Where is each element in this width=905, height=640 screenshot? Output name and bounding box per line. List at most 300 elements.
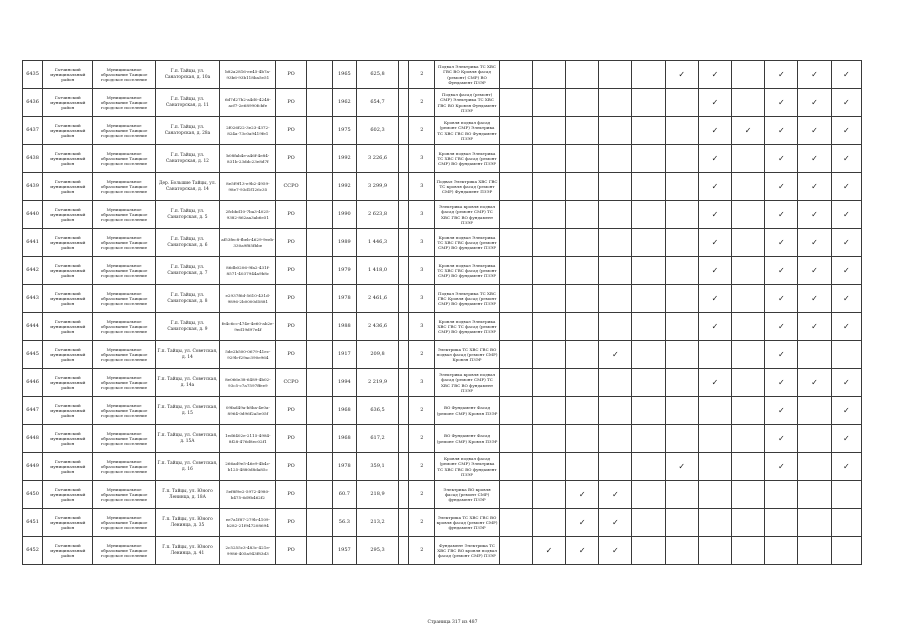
floors-cell: 3 — [409, 285, 435, 313]
floors-cell: 2 — [409, 537, 435, 565]
works-cell: Подвал Электрика ТС ХВС ГВС Кровля фасад (ремонт СМР) ВО фундамент ПЗЭР — [435, 285, 499, 313]
checkmark-icon: ✓ — [842, 433, 850, 443]
check-cell — [798, 341, 831, 369]
check-cell — [765, 341, 798, 369]
check-cell — [532, 481, 565, 509]
checkmark-icon: ✓ — [842, 97, 850, 107]
guid-cell: 266ad9e5-46e9-4b4c-b125-4880d8da85c — [220, 453, 276, 481]
check-cell — [698, 201, 731, 229]
check-cell — [798, 397, 831, 425]
address-cell: Г.п. Тайцы, ул. Санаторская, д. 12 — [155, 145, 219, 173]
floors-cell: 2 — [409, 509, 435, 537]
check-cell — [632, 537, 665, 565]
empty-cell — [306, 481, 332, 509]
empty-cell — [399, 341, 409, 369]
year-cell: 1975 — [332, 117, 356, 145]
municipality-cell: Муниципальное образование Таицкое городское поселение — [93, 173, 155, 201]
empty-cell — [399, 481, 409, 509]
year-cell: 1962 — [332, 89, 356, 117]
check-cell — [566, 201, 599, 229]
check-cell — [665, 313, 698, 341]
check-cell — [831, 117, 861, 145]
table-body — [23, 61, 862, 565]
works-cell: Фундамент Электрика ТС ХВС ГВС ВО кровля подвал фасад (ремонт СМР) ПЗЭР — [435, 537, 499, 565]
check-cell — [632, 61, 665, 89]
table-row — [23, 145, 862, 173]
row-number-cell: 6447 — [23, 397, 43, 425]
type-cell: РО — [276, 257, 306, 285]
district-cell: Гатчинский муниципальный район — [43, 425, 93, 453]
check-cell — [566, 397, 599, 425]
check-cell — [698, 369, 731, 397]
address-cell: Г.п. Тайцы, ул. Юного Ленинца, д. 35 — [155, 509, 219, 537]
year-cell: 1978 — [332, 453, 356, 481]
check-cell — [765, 61, 798, 89]
check-cell — [632, 453, 665, 481]
year-cell: 1917 — [332, 341, 356, 369]
empty-cell — [399, 313, 409, 341]
checkmark-icon: ✓ — [842, 237, 850, 247]
address-cell: Г.п. Тайцы, ул. Санаторская, д. 10а — [155, 61, 219, 89]
guid-cell: af53fec8-fbeb-4629-9eeb-330a9f85fbbe — [220, 229, 276, 257]
check-cell — [632, 341, 665, 369]
guid-cell: 2f026f22-3e23-4372-824a-73c0a9419fe1 — [220, 117, 276, 145]
district-cell: Гатчинский муниципальный район — [43, 173, 93, 201]
district-cell: Гатчинский муниципальный район — [43, 257, 93, 285]
table-row — [23, 397, 862, 425]
guid-cell: 2fcbbd10-7ba3-4025-9382-862aa3ab6e51 — [220, 201, 276, 229]
floors-cell: 2 — [409, 481, 435, 509]
works-cell: Подвал Электрика ТС ХВС ГВС ВО Кровля фасад (ремонт) СМР) ВО Фундамент ПЗЭР — [435, 61, 499, 89]
table-row — [23, 453, 862, 481]
check-cell — [499, 397, 532, 425]
year-cell: 1992 — [332, 145, 356, 173]
district-cell: Гатчинский муниципальный район — [43, 229, 93, 257]
check-cell — [499, 425, 532, 453]
check-cell — [765, 285, 798, 313]
buildings-table — [22, 60, 862, 565]
check-cell — [532, 61, 565, 89]
works-cell: ВО Фундамент Фасад (ремонт СМР) Кровля ПЗЭР — [435, 397, 499, 425]
table-row — [23, 313, 862, 341]
type-cell: РО — [276, 509, 306, 537]
check-cell — [599, 201, 632, 229]
empty-cell — [399, 285, 409, 313]
check-cell — [765, 229, 798, 257]
check-cell — [698, 173, 731, 201]
check-cell — [831, 369, 861, 397]
check-cell — [499, 173, 532, 201]
year-cell: 56.3 — [332, 509, 356, 537]
checkmark-icon: ✓ — [811, 153, 818, 163]
empty-cell — [306, 509, 332, 537]
municipality-cell: Муниципальное образование Таицкое городское поселение — [93, 145, 155, 173]
check-cell — [765, 173, 798, 201]
area-cell: 1 418,0 — [356, 257, 398, 285]
check-cell — [665, 257, 698, 285]
type-cell: ССРО — [276, 173, 306, 201]
area-cell: 213,2 — [356, 509, 398, 537]
check-cell — [698, 341, 731, 369]
check-cell — [632, 285, 665, 313]
checkmark-icon: ✓ — [578, 517, 586, 527]
address-cell: Г.п. Тайцы, ул. Санаторская, д. 6 — [155, 229, 219, 257]
municipality-cell: Муниципальное образование Таицкое городское поселение — [93, 481, 155, 509]
empty-cell — [399, 369, 409, 397]
empty-cell — [399, 61, 409, 89]
check-cell — [765, 537, 798, 565]
check-cell — [665, 61, 698, 89]
empty-cell — [399, 201, 409, 229]
area-cell: 1 446,3 — [356, 229, 398, 257]
check-cell — [831, 397, 861, 425]
check-cell — [532, 341, 565, 369]
area-cell: 2 219,9 — [356, 369, 398, 397]
floors-cell: 3 — [409, 201, 435, 229]
check-cell — [831, 285, 861, 313]
checkmark-icon: ✓ — [811, 209, 818, 219]
checkmark-icon: ✓ — [842, 293, 850, 303]
check-cell — [665, 397, 698, 425]
guid-cell: b82a2816-ee45-4b7a-93b6-93b118ba5e51 — [220, 61, 276, 89]
works-cell: Подвал фасад (ремонт) СМР) Электрика ТС ХВС ГВС ВО Кровля Фундамент ПЗЭР — [435, 89, 499, 117]
check-cell — [532, 285, 565, 313]
guid-cell: b08fab4e-a46f-4e84-831b-23ddc23e8d7f — [220, 145, 276, 173]
row-number-cell: 6451 — [23, 509, 43, 537]
works-cell: Электрика ТС ХВС ГВС ВО подвал фасад (ремонт СМР) Кровля ПЗЭР — [435, 341, 499, 369]
empty-cell — [306, 425, 332, 453]
check-cell — [798, 173, 831, 201]
checkmark-icon: ✓ — [777, 321, 785, 331]
check-cell — [599, 117, 632, 145]
area-cell: 218,9 — [356, 481, 398, 509]
municipality-cell: Муниципальное образование Таицкое городское поселение — [93, 89, 155, 117]
empty-cell — [399, 509, 409, 537]
check-cell — [566, 341, 599, 369]
checkmark-icon: ✓ — [711, 69, 719, 79]
year-cell: 1968 — [332, 425, 356, 453]
address-cell: Г.п. Тайцы, ул. Советская, д. 15А — [155, 425, 219, 453]
check-cell — [632, 369, 665, 397]
works-cell: Кровля подвал Электрика ХВС ГВС ТС фасад (ремонт СМР) ВО фундамент ПЗЭР — [435, 313, 499, 341]
check-cell — [499, 117, 532, 145]
empty-cell — [399, 145, 409, 173]
check-cell — [599, 145, 632, 173]
check-cell — [798, 313, 831, 341]
table-row — [23, 117, 862, 145]
check-cell — [632, 229, 665, 257]
floors-cell: 2 — [409, 341, 435, 369]
empty-cell — [306, 89, 332, 117]
check-cell — [732, 397, 765, 425]
check-cell — [732, 173, 765, 201]
floors-cell: 3 — [409, 145, 435, 173]
area-cell: 3 226,6 — [356, 145, 398, 173]
district-cell: Гатчинский муниципальный район — [43, 369, 93, 397]
check-cell — [831, 229, 861, 257]
floors-cell: 2 — [409, 453, 435, 481]
row-number-cell: 6439 — [23, 173, 43, 201]
check-cell — [732, 61, 765, 89]
check-cell — [499, 201, 532, 229]
page-number-footer: Страница 317 из 487 — [427, 620, 478, 625]
checkmark-icon: ✓ — [842, 377, 850, 387]
check-cell — [532, 313, 565, 341]
year-cell: 1992 — [332, 173, 356, 201]
floors-cell: 2 — [409, 397, 435, 425]
district-cell: Гатчинский муниципальный район — [43, 285, 93, 313]
check-cell — [566, 257, 599, 285]
check-cell — [698, 257, 731, 285]
area-cell: 2 436,6 — [356, 313, 398, 341]
year-cell: 1978 — [332, 285, 356, 313]
municipality-cell: Муниципальное образование Таицкое городское поселение — [93, 313, 155, 341]
check-cell — [599, 313, 632, 341]
row-number-cell: 6446 — [23, 369, 43, 397]
check-cell — [798, 537, 831, 565]
year-cell: 1968 — [332, 397, 356, 425]
check-cell — [798, 481, 831, 509]
address-cell: Г.п. Тайцы, ул. Санаторская, д. 7 — [155, 257, 219, 285]
type-cell: РО — [276, 201, 306, 229]
area-cell: 209,8 — [356, 341, 398, 369]
check-cell — [665, 173, 698, 201]
empty-cell — [399, 229, 409, 257]
check-cell — [499, 285, 532, 313]
empty-cell — [399, 89, 409, 117]
check-cell — [732, 229, 765, 257]
check-cell — [499, 481, 532, 509]
check-cell — [698, 509, 731, 537]
check-cell — [798, 509, 831, 537]
checkmark-icon: ✓ — [777, 125, 785, 135]
guid-cell: 5de2b500-0679-41ec-929b-f29ac390e964 — [220, 341, 276, 369]
row-number-cell: 6445 — [23, 341, 43, 369]
check-cell — [798, 369, 831, 397]
check-cell — [665, 89, 698, 117]
table-row — [23, 369, 862, 397]
check-cell — [831, 173, 861, 201]
check-cell — [765, 257, 798, 285]
checkmark-icon: ✓ — [842, 153, 850, 163]
check-cell — [698, 537, 731, 565]
checkmark-icon: ✓ — [777, 461, 785, 471]
check-cell — [599, 61, 632, 89]
year-cell: 60.7 — [332, 481, 356, 509]
guid-cell: 09fad49a-b8ba-4e0a-8964-0d96f2a5e05f — [220, 397, 276, 425]
empty-cell — [306, 369, 332, 397]
empty-cell — [306, 313, 332, 341]
check-cell — [732, 257, 765, 285]
checkmark-icon: ✓ — [777, 237, 785, 247]
empty-cell — [306, 145, 332, 173]
check-cell — [599, 89, 632, 117]
check-cell — [599, 453, 632, 481]
check-cell — [732, 537, 765, 565]
type-cell: РО — [276, 481, 306, 509]
checkmark-icon: ✓ — [678, 461, 686, 471]
check-cell — [698, 481, 731, 509]
guid-cell: ee7a1f87-279b-4109-b282-21f947208694 — [220, 509, 276, 537]
check-cell — [599, 341, 632, 369]
check-cell — [831, 341, 861, 369]
address-cell: Дер. Большие Тайцы, ул. Санаторская, д. 14 — [155, 173, 219, 201]
check-cell — [665, 229, 698, 257]
works-cell: Кровля подвал фасад (ремонт СМР) Электрика ТС ХВС ГВС ВО Фундамент ПЗЭР — [435, 117, 499, 145]
checkmark-icon: ✓ — [811, 377, 818, 387]
check-cell — [499, 509, 532, 537]
checkmark-icon: ✓ — [842, 265, 850, 275]
check-cell — [532, 89, 565, 117]
check-cell — [632, 425, 665, 453]
floors-cell: 3 — [409, 229, 435, 257]
check-cell — [798, 229, 831, 257]
floors-cell: 3 — [409, 369, 435, 397]
table-row — [23, 229, 862, 257]
check-cell — [566, 145, 599, 173]
checkmark-icon: ✓ — [777, 265, 785, 275]
checkmark-icon: ✓ — [545, 545, 553, 555]
check-cell — [698, 313, 731, 341]
empty-cell — [399, 257, 409, 285]
empty-cell — [306, 537, 332, 565]
row-number-cell: 6442 — [23, 257, 43, 285]
checkmark-icon: ✓ — [777, 69, 785, 79]
check-cell — [732, 341, 765, 369]
works-cell: Кровля подвал Электрика ТС ХВС ГВС фасад (ремонт СМР) ВО фундамент ПЗЭР — [435, 229, 499, 257]
check-cell — [831, 481, 861, 509]
check-cell — [532, 537, 565, 565]
works-cell: Электрика кровля подвал фасад (ремонт СМР) ТС ХВС ГВС ВО фундамент ПЗЭР — [435, 369, 499, 397]
area-cell: 602,3 — [356, 117, 398, 145]
check-cell — [566, 481, 599, 509]
check-cell — [532, 257, 565, 285]
check-cell — [499, 89, 532, 117]
row-number-cell: 6440 — [23, 201, 43, 229]
checkmark-icon: ✓ — [711, 125, 719, 135]
checkmark-icon: ✓ — [777, 153, 785, 163]
check-cell — [632, 313, 665, 341]
check-cell — [732, 425, 765, 453]
municipality-cell: Муниципальное образование Таицкое городское поселение — [93, 397, 155, 425]
empty-cell — [306, 61, 332, 89]
check-cell — [798, 89, 831, 117]
district-cell: Гатчинский муниципальный район — [43, 145, 93, 173]
check-cell — [732, 145, 765, 173]
check-cell — [566, 61, 599, 89]
checkmark-icon: ✓ — [777, 349, 785, 359]
checkmark-icon: ✓ — [811, 69, 818, 79]
checkmark-icon: ✓ — [811, 97, 818, 107]
checkmark-icon: ✓ — [777, 433, 785, 443]
area-cell: 625,8 — [356, 61, 398, 89]
check-cell — [532, 509, 565, 537]
check-cell — [599, 369, 632, 397]
district-cell: Гатчинский муниципальный район — [43, 453, 93, 481]
year-cell: 1989 — [332, 229, 356, 257]
district-cell: Гатчинский муниципальный район — [43, 397, 93, 425]
check-cell — [698, 453, 731, 481]
guid-cell: 86db0206-9fa2-431f-8571-4037944a9b8c — [220, 257, 276, 285]
checkmark-icon: ✓ — [811, 237, 818, 247]
municipality-cell: Муниципальное образование Таицкое городское поселение — [93, 369, 155, 397]
area-cell: 636,5 — [356, 397, 398, 425]
guid-cell: 2c5255c3-483c-421e-9986-405a943f83d3 — [220, 537, 276, 565]
check-cell — [665, 481, 698, 509]
empty-cell — [399, 397, 409, 425]
check-cell — [532, 425, 565, 453]
works-cell: Электрика кровля подвал фасад (ремонт СМР) ТС ХВС ГВС ВО фундамент ПЗЭР — [435, 201, 499, 229]
check-cell — [632, 89, 665, 117]
check-cell — [599, 509, 632, 537]
check-cell — [831, 537, 861, 565]
table-row — [23, 285, 862, 313]
year-cell: 1957 — [332, 537, 356, 565]
floors-cell: 2 — [409, 117, 435, 145]
works-cell: Кровля подвал Электрика ТС ХВС ГВС фасад (ремонт СМР) ВО фундамент ПЗЭР — [435, 257, 499, 285]
check-cell — [732, 369, 765, 397]
checkmark-icon: ✓ — [777, 181, 785, 191]
checkmark-icon: ✓ — [777, 405, 785, 415]
district-cell: Гатчинский муниципальный район — [43, 537, 93, 565]
guid-cell: 5ef8f9e2-5972-4980-b475-6d9b462f2 — [220, 481, 276, 509]
check-cell — [566, 313, 599, 341]
check-cell — [831, 61, 861, 89]
check-cell — [765, 201, 798, 229]
row-number-cell: 6444 — [23, 313, 43, 341]
table-row — [23, 201, 862, 229]
check-cell — [765, 369, 798, 397]
checkmark-icon: ✓ — [744, 125, 752, 135]
checkmark-icon: ✓ — [842, 405, 850, 415]
type-cell: РО — [276, 537, 306, 565]
checkmark-icon: ✓ — [612, 545, 619, 555]
address-cell: Г.п. Тайцы, ул. Санаторская, д. 9 — [155, 313, 219, 341]
check-cell — [765, 117, 798, 145]
check-cell — [665, 145, 698, 173]
year-cell: 1990 — [332, 201, 356, 229]
check-cell — [698, 397, 731, 425]
type-cell: ССРО — [276, 369, 306, 397]
check-cell — [599, 481, 632, 509]
floors-cell: 2 — [409, 89, 435, 117]
row-number-cell: 6450 — [23, 481, 43, 509]
type-cell: РО — [276, 61, 306, 89]
area-cell: 3 299,9 — [356, 173, 398, 201]
checkmark-icon: ✓ — [842, 321, 850, 331]
works-cell: Кровля подвал Электрика ТС ХВС ГВС фасад (ремонт СМР) ВО фундамент ПЗЭР — [435, 145, 499, 173]
row-number-cell: 6436 — [23, 89, 43, 117]
check-cell — [732, 201, 765, 229]
checkmark-icon: ✓ — [811, 181, 818, 191]
check-cell — [599, 397, 632, 425]
check-cell — [532, 117, 565, 145]
checkmark-icon: ✓ — [711, 153, 719, 163]
check-cell — [499, 537, 532, 565]
district-cell: Гатчинский муниципальный район — [43, 61, 93, 89]
year-cell: 1994 — [332, 369, 356, 397]
check-cell — [632, 201, 665, 229]
check-cell — [632, 509, 665, 537]
district-cell: Гатчинский муниципальный район — [43, 89, 93, 117]
check-cell — [532, 369, 565, 397]
check-cell — [499, 257, 532, 285]
check-cell — [566, 453, 599, 481]
checkmark-icon: ✓ — [811, 293, 818, 303]
check-cell — [831, 425, 861, 453]
check-cell — [665, 369, 698, 397]
check-cell — [732, 481, 765, 509]
